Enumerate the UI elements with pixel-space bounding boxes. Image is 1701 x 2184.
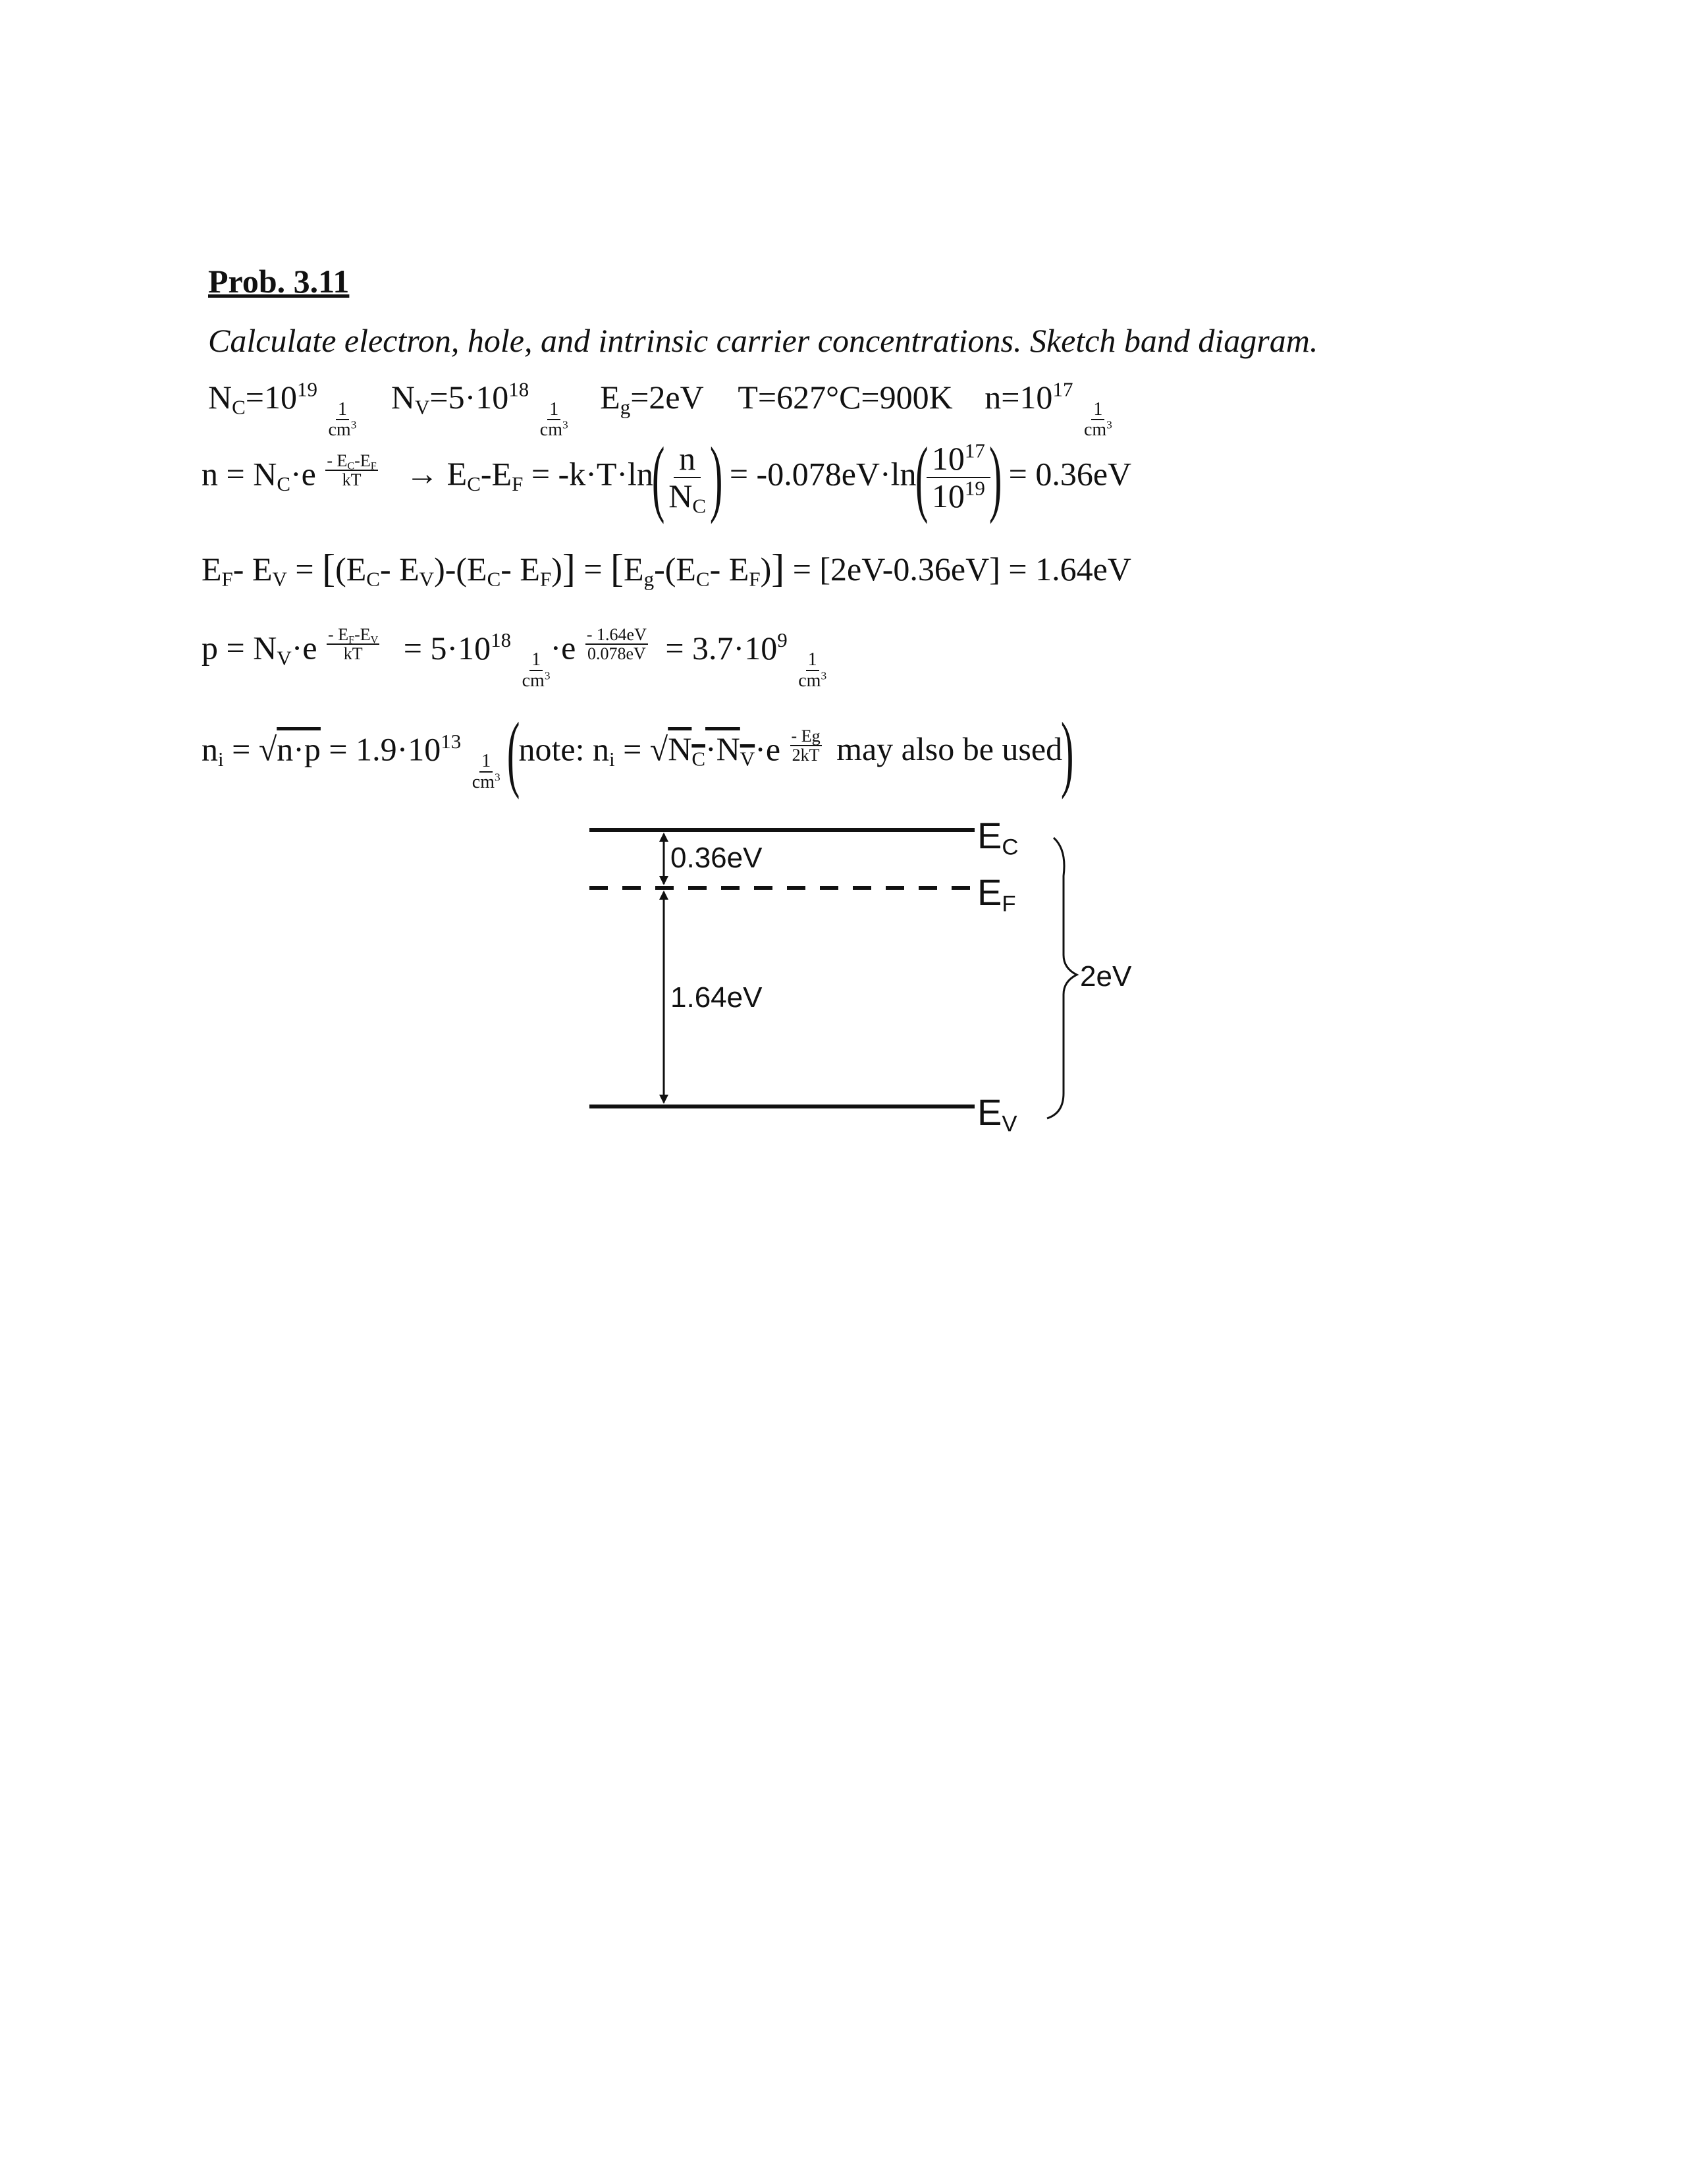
problem-title: Prob. 3.11 [208, 263, 350, 300]
unit-per-cm3: $\frac{1}{cm^3}$ [328, 398, 357, 441]
exponent-fraction: $\frac{- 1.64eV}{0.078eV}$ [586, 625, 647, 664]
label-ev: $E_V$ [977, 1091, 1017, 1137]
unit-per-cm3: $\frac{1}{cm^3}$ [522, 649, 551, 691]
band-diagram [580, 804, 1120, 1172]
bandgap-brace [1047, 838, 1077, 1118]
exponent-fraction: $\frac{- E_F-E_V}{kT}$ [328, 625, 379, 664]
problem-statement: Calculate electron, hole, and intrinsic carrier concentrations. Sketch band diagram. [208, 322, 1318, 359]
unit-per-cm3: $\frac{1}{cm^3}$ [472, 751, 500, 792]
unit-per-cm3: $\frac{1}{cm^3}$ [798, 649, 827, 691]
label-ec: $E_C$ [977, 815, 1019, 860]
label-036ev: 0.36eV [670, 842, 763, 874]
unit-per-cm3: $\frac{1}{cm^3}$ [1083, 398, 1112, 441]
given-values: $N_C=10^{19}$ $\frac{1}{cm^3}$ $N_V=5\cdot 10^{18}$ $\frac{1}{cm^3}$ $E_g=2eV$ T=627°C=900K $n=10^{17}$ $\frac{1}{cm^3}$ [208, 377, 1112, 441]
equation-intrinsic-concentration: $n_i = √n\cdot p = 1.9\cdot 10^{13}$ $\frac{1}{cm^3}$ (note: $n_i = √N_C\cdot N_V\cdot e$ $\frac{- Eg}{2kT}$ may also be used) [202, 705, 1074, 800]
equation-fermi-offset: $E_F-$ $E_V = [(E_C-$ $E_V)-(E_C-$ $E_F)] = [E_g-(E_C-$ $E_F)] = [2eV-0.36eV] = 1.64eV$ [202, 547, 1131, 591]
label-ef: $E_F$ [977, 871, 1016, 917]
exponent-fraction: $\frac{- Eg}{2kT}$ [791, 726, 821, 765]
label-164ev: 1.64eV [670, 981, 763, 1014]
equation-electron-concentration: $n = N_C\cdot e$ $\frac{- E_C-E_F}{kT}$ → $E_C-E_F = -k\cdot T\cdot\ln$( $\frac{n}{N_C}$ ) = -0.078eV·ln( $\frac{10^{17}}{10^{19}}$ ) = 0.36eV [202, 430, 1132, 525]
label-2ev: 2eV [1080, 960, 1132, 993]
unit-per-cm3: $\frac{1}{cm^3}$ [539, 398, 568, 441]
equation-hole-concentration: $p = N_V\cdot e$ $\frac{- E_F-E_V}{kT}$ = $5\cdot 10^{18}$ $\frac{1}{cm^3}$ ·e $\frac{- 1.64eV}{0.078eV}$ = $3.7\cdot 10^9$ $\frac{1}{cm^3}$ [202, 625, 827, 691]
fraction-n-over-nc: $\frac{n}{N_C}$ [668, 440, 707, 518]
exponent-fraction: $\frac{- E_C-E_F}{kT}$ [327, 450, 377, 490]
fraction-ratio: $\frac{10^{17}}{10^{19}}$ [927, 441, 990, 514]
